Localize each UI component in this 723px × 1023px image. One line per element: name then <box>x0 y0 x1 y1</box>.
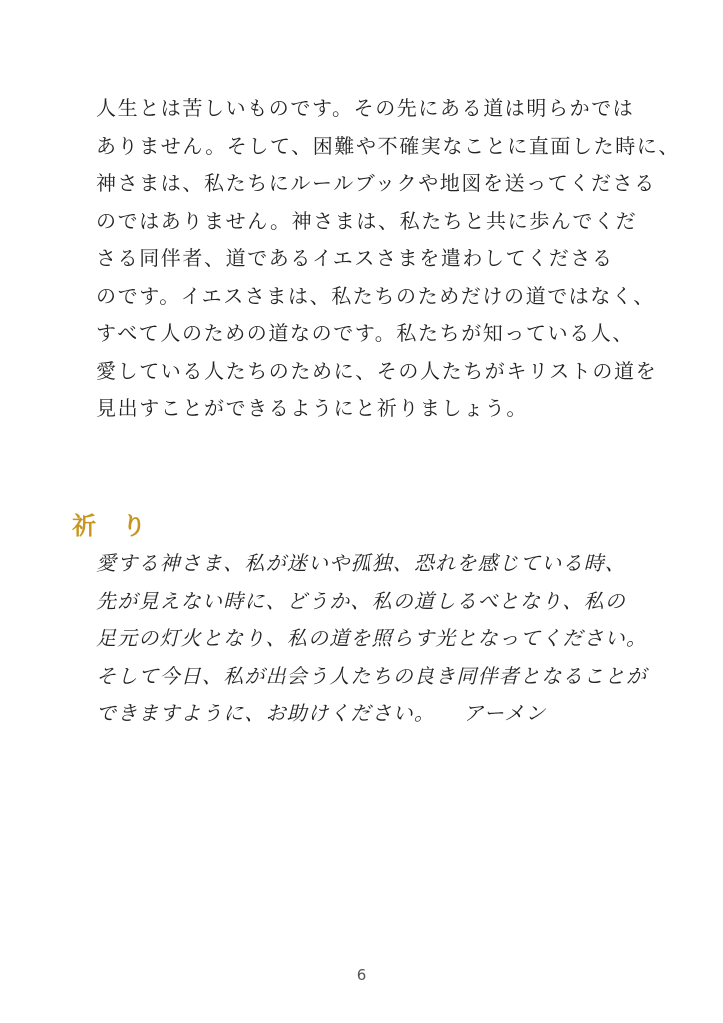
body-line: 神さまは、私たちにルールブックや地図を送ってくださる <box>96 171 656 195</box>
body-line: 見出すことができるようにと祈りましょう。 <box>96 396 528 420</box>
body-line: ありません。そして、困難や不確実なことに直面した時に、 <box>96 133 680 158</box>
prayer-line: 先が見えない時に、どうか、私の道しるべとなり、私の <box>96 588 626 613</box>
body-line: さる同伴者、道であるイエスさまを遣わしてくださる <box>96 246 614 270</box>
prayer-heading: 祈り <box>72 512 172 540</box>
prayer-line: 足元の灯火となり、私の道を照らす光となってください。 <box>96 626 648 650</box>
body-line: すべて人のための道なのです。私たちが知っている人、 <box>96 321 634 345</box>
prayer-line-text: できますように、お助けください。 <box>96 701 436 725</box>
prayer-paragraph <box>96 545 648 733</box>
page-number: 6 <box>356 966 367 984</box>
body-line: 人生とは苦しいものです。その先にある道は明らかでは <box>96 96 635 120</box>
amen-text: アーメン <box>463 701 547 725</box>
body-line: のです。イエスさまは、私たちのためだけの道ではなく、 <box>96 283 655 308</box>
prayer-line: 愛する神さま、私が迷いや孤独、恐れを感じている時、 <box>96 551 626 575</box>
body-line: 愛している人たちのために、その人たちがキリストの道を <box>96 358 658 383</box>
prayer-last-line <box>96 695 641 733</box>
prayer-line: そして今日、私が出会う人たちの良き同伴者となることが <box>96 663 648 688</box>
body-line: のではありません。神さまは、私たちと共に歩んでくだ <box>96 208 638 233</box>
body-paragraph <box>96 90 680 428</box>
